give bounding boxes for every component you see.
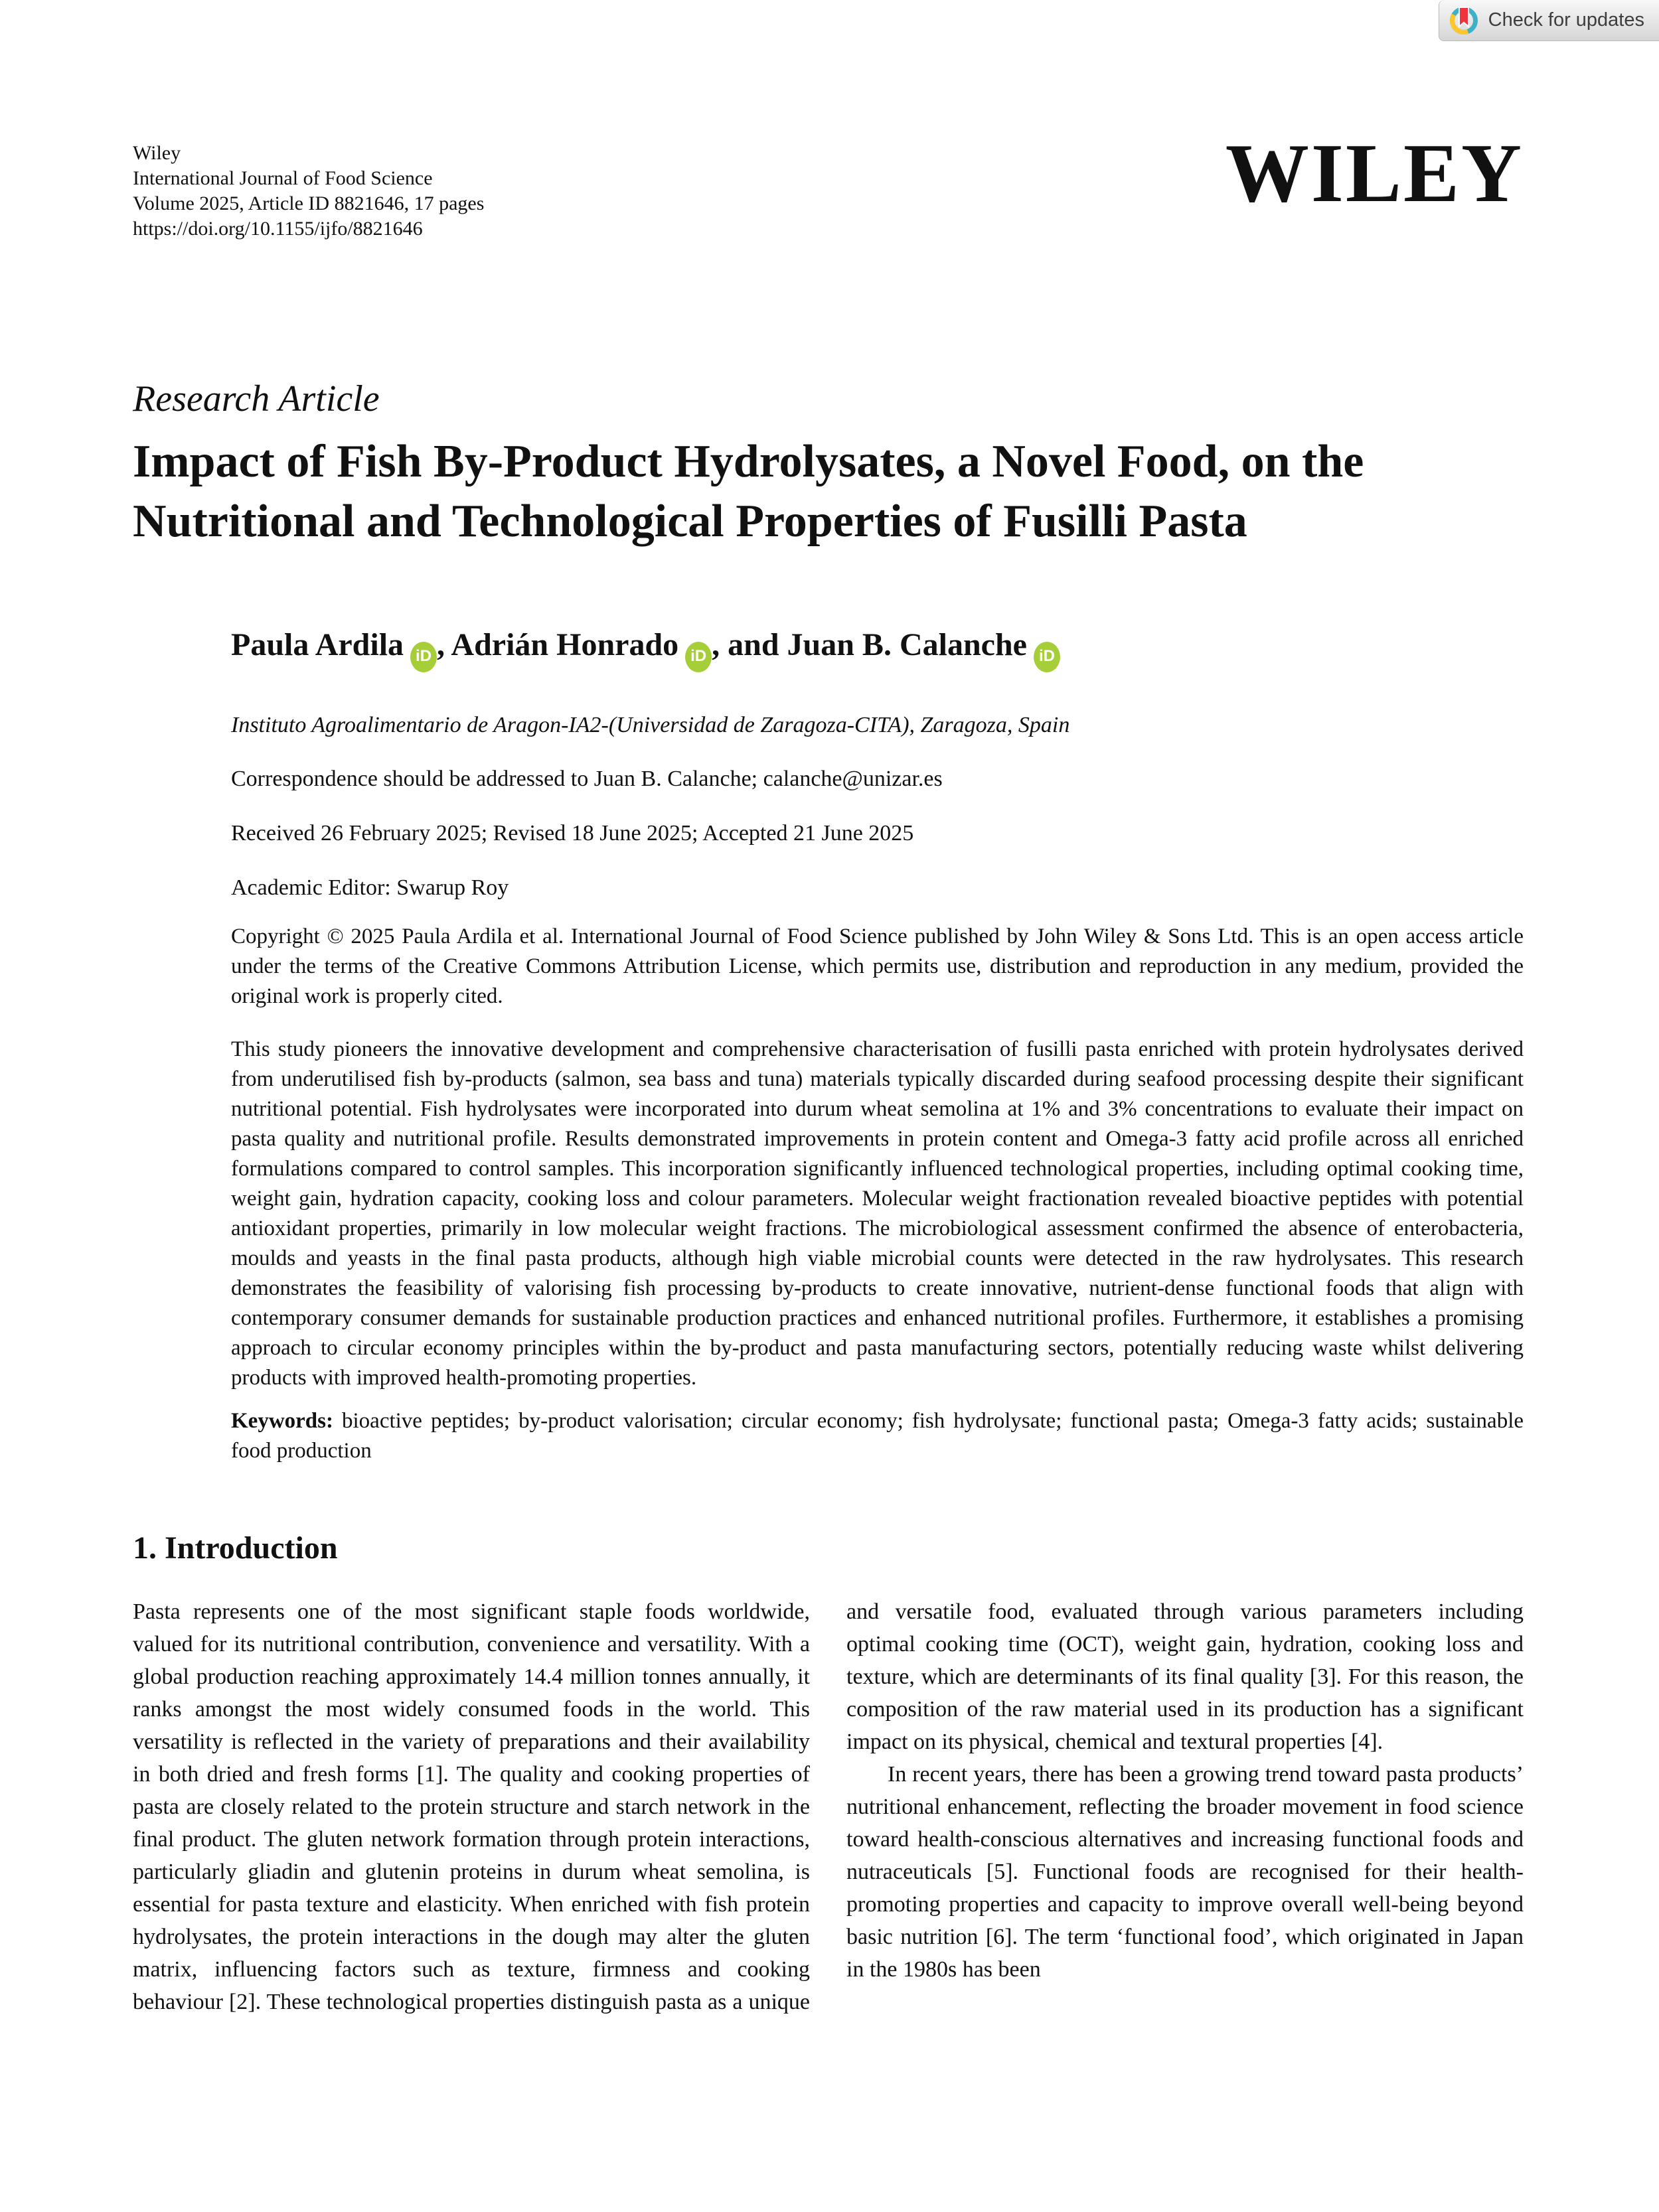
masthead — [133, 127, 1524, 242]
author-separator: , and — [712, 627, 787, 663]
article-title: Impact of Fish By-Product Hydrolysates, a Novel Food, on the Nutritional and Technological Properties of Fusilli Pasta — [133, 436, 1364, 548]
keywords-line — [231, 1406, 1524, 1466]
introduction-body — [133, 1595, 1524, 2018]
journal-name: International Journal of Food Science — [133, 167, 433, 189]
author-list — [231, 626, 1524, 672]
author-name: Juan B. Calanche — [787, 627, 1027, 663]
orcid-icon[interactable]: iD — [685, 642, 712, 672]
check-for-updates-button[interactable] — [1439, 0, 1659, 41]
section-heading-introduction: 1. Introduction — [133, 1530, 338, 1566]
article-meta-block — [231, 626, 1524, 1466]
article-type-label: Research Article — [133, 378, 380, 419]
crossmark-logo-icon — [1449, 5, 1479, 36]
correspondence-email-link[interactable]: calanche@unizar.es — [763, 767, 943, 792]
correspondence-text: Correspondence should be addressed to Juan B. Calanche; — [231, 767, 763, 792]
author-name: Paula Ardila — [231, 627, 404, 663]
publisher-name: Wiley — [133, 142, 181, 164]
orcid-icon[interactable]: iD — [410, 642, 437, 672]
publication-info — [133, 141, 484, 242]
author-name: Adrián Honrado — [451, 627, 679, 663]
abstract-text: This study pioneers the innovative development and comprehensive characterisation of fusilli pasta enriched with protein hydrolysates derived from underutilised fish by-products (salmon, sea bass and tuna) materials typically discarded during seafood processing despite their significant nutritional potential. Fish hydrolysates were incorporated into durum wheat semolina at 1% and 3% concentrations to evaluate their impact on pasta quality and nutritional profile. Results demonstrated improvements in protein content and Omega-3 fatty acid profile across all enriched formulations compared to control samples. This incorporation significantly influenced technological properties, including optimal cooking time, weight gain, hydration capacity, cooking loss and colour parameters. Molecular weight fractionation revealed bioactive peptides with potential antioxidant properties, primarily in low molecular weight fractions. The microbiological assessment confirmed the absence of enterobacteria, moulds and yeasts in the final pasta products, although high viable microbial counts were detected in the raw hydrolysates. This research demonstrates the feasibility of valorising fish processing by-products to create innovative, nutrient-dense functional foods that align with contemporary consumer demands for sustainable production practices and enhanced nutritional profiles. Furthermore, it establishes a promising approach to circular economy principles within the by-product and pasta manufacturing sectors, potentially reducing waste whilst delivering products with improved health-promoting properties. — [231, 1037, 1524, 1390]
history-line: Received 26 February 2025; Revised 18 June 2025; Accepted 21 June 2025 — [231, 821, 914, 846]
orcid-icon[interactable]: iD — [1034, 642, 1060, 672]
academic-editor-line: Academic Editor: Swarup Roy — [231, 875, 509, 900]
doi-link[interactable]: https://doi.org/10.1155/ijfo/8821646 — [133, 218, 423, 240]
volume-line: Volume 2025, Article ID 8821646, 17 pages — [133, 192, 485, 214]
check-for-updates-label: Check for updates — [1488, 9, 1644, 31]
keywords-text: bioactive peptides; by-product valorisation; circular economy; fish hydrolysate; functional pasta; Omega-3 fatty acids; sustainable food production — [231, 1408, 1524, 1463]
author-separator: , — [437, 627, 451, 663]
intro-paragraph-1: Pasta represents one of the most significant staple foods worldwide, valued for its nutritional contribution, convenience and versatility. With a global production reaching approximately 14.4 million tonnes annually, it ranks amongst the most widely consumed foods in the world. This versatility is reflected in the variety of preparations and their availability in both dried and fresh forms [1]. The quality and cooking properties of pasta are closely related to the protein structure and starch network in the final product. The gluten network formation through protein interactions, particularly gliadin and glutenin proteins in durum wheat semolina, is essential for pasta texture and elasticity. When enriched with fish protein hydrolysates, the protein interactions in the dough may alter the gluten matrix, influencing factors such as texture, firmness and cooking behaviour [2]. These technological properties distinguish pasta as a unique and versatile food, evaluated through various parameters including optimal cooking time (OCT), weight gain, hydration, cooking loss and texture, which are determinants of its final quality [3]. For this reason, the composition of the raw material used in its production has a significant impact on its physical, chemical and textural properties [4]. — [133, 1599, 1524, 2014]
keywords-label: Keywords: — [231, 1408, 333, 1433]
wiley-logo: WILEY — [1225, 127, 1524, 220]
affiliation: Instituto Agroalimentario de Aragon-IA2-(Universidad de Zaragoza-CITA), Zaragoza, Spain — [231, 712, 1070, 737]
correspondence-line — [231, 766, 1524, 793]
copyright-notice: Copyright © 2025 Paula Ardila et al. International Journal of Food Science published by John Wiley & Sons Ltd. This is an open access article under the terms of the Creative Commons Attribution License, which permits use, distribution and reproduction in any medium, provided the original work is properly cited. — [231, 924, 1524, 1008]
intro-paragraph-2: In recent years, there has been a growing trend toward pasta products’ nutritional enhancement, reflecting the broader movement in food science toward health-conscious alternatives and increasing functional foods and nutraceuticals [5]. Functional foods are recognised for their health-promoting properties and capacity to improve overall well-being beyond basic nutrition [6]. The term ‘functional food’, which originated in Japan in the 1980s has been — [846, 1761, 1524, 1982]
